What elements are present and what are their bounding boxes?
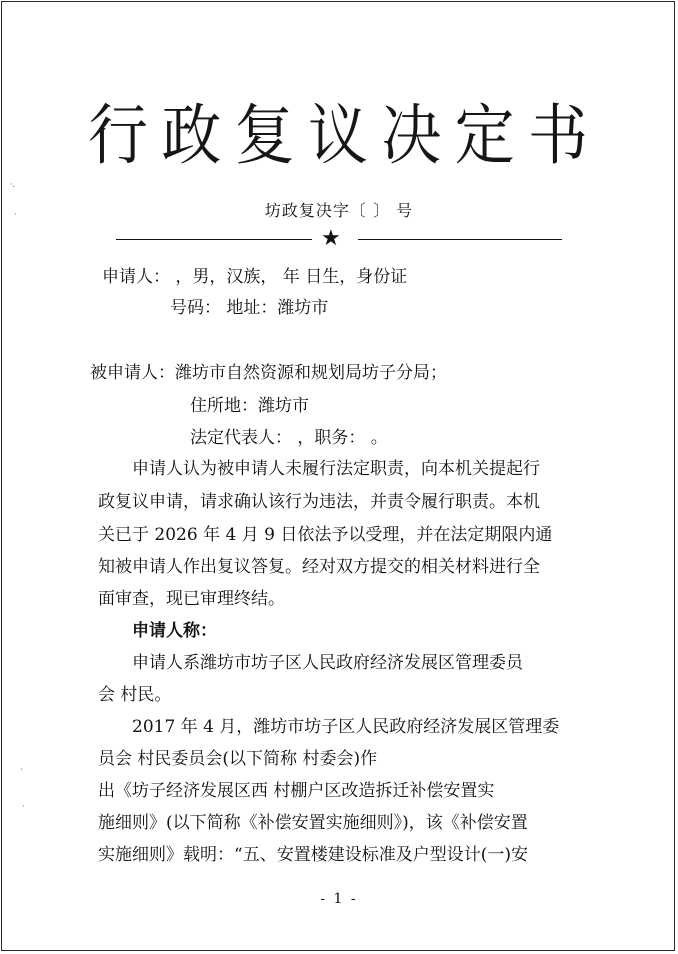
title-char: 议 <box>307 97 368 175</box>
paragraph-line: 政复议申请，请求确认该行为违法，并责令履行职责。本机 <box>98 492 540 512</box>
scan-artifact: ·. <box>10 180 16 189</box>
page-number: - 1 - <box>320 891 358 907</box>
paragraph-line: 申请人认为被申请人未履行法定职责，向本机关提起行 <box>132 459 540 479</box>
paragraph-line: 施细则》(以下简称《补偿安置实施细则》)，该《补偿安置 <box>98 813 528 833</box>
paragraph-line: 知被申请人作出复议答复。经对双方提交的相关材料进行全 <box>98 557 540 577</box>
respondent-representative: 法定代表人： ，职务： 。 <box>190 428 388 448</box>
paragraph-line: 实施细则》载明：“五、安置楼建设标准及户型设计(一)安 <box>98 845 528 865</box>
paragraph-line: 会 村民。 <box>98 685 172 705</box>
title-char: 复 <box>234 97 295 175</box>
title-char: 政 <box>161 97 222 175</box>
star-icon: ★ <box>321 226 341 251</box>
scan-artifact: ` <box>20 768 24 777</box>
title-char: 行 <box>88 97 148 175</box>
paragraph-line: 2017 年 4 月，潍坊市坊子区人民政府经济发展区管理委 <box>132 717 560 737</box>
title-char: 决 <box>381 97 442 175</box>
document-number: 坊政复决字〔 〕 号 <box>264 201 414 220</box>
scan-artifact: · <box>14 210 17 219</box>
title-char: 书 <box>527 97 588 175</box>
divider-right <box>358 239 562 240</box>
document-title <box>88 96 588 176</box>
divider-left <box>116 239 312 240</box>
paragraph-line: 申请人系潍坊市坊子区人民政府经济发展区管理委员 <box>132 653 523 673</box>
paragraph-line: 员会 村民委员会(以下简称 村委会)作 <box>98 749 378 769</box>
applicant-line: 号码： 地址：潍坊市 <box>170 298 329 318</box>
respondent-line: 被申请人：潍坊市自然资源和规划局坊子分局； <box>90 363 447 383</box>
section-heading <box>132 618 217 644</box>
paragraph-line: 面审查，现已审理终结。 <box>98 589 285 609</box>
scan-artifact: · <box>22 802 25 811</box>
applicant-line: 申请人： ，男，汉族， 年 日生，身份证 <box>102 267 408 287</box>
section-heading-text: 申请人称： <box>132 621 217 641</box>
respondent-address: 住所地：潍坊市 <box>190 396 309 416</box>
paragraph-line: 出《坊子经济发展区西 村棚户区改造拆迁补偿安置实 <box>98 781 495 801</box>
title-char: 定 <box>454 97 515 175</box>
paragraph-line: 关已于 2026 年 4 月 9 日依法予以受理，并在法定期限内通 <box>98 525 553 545</box>
